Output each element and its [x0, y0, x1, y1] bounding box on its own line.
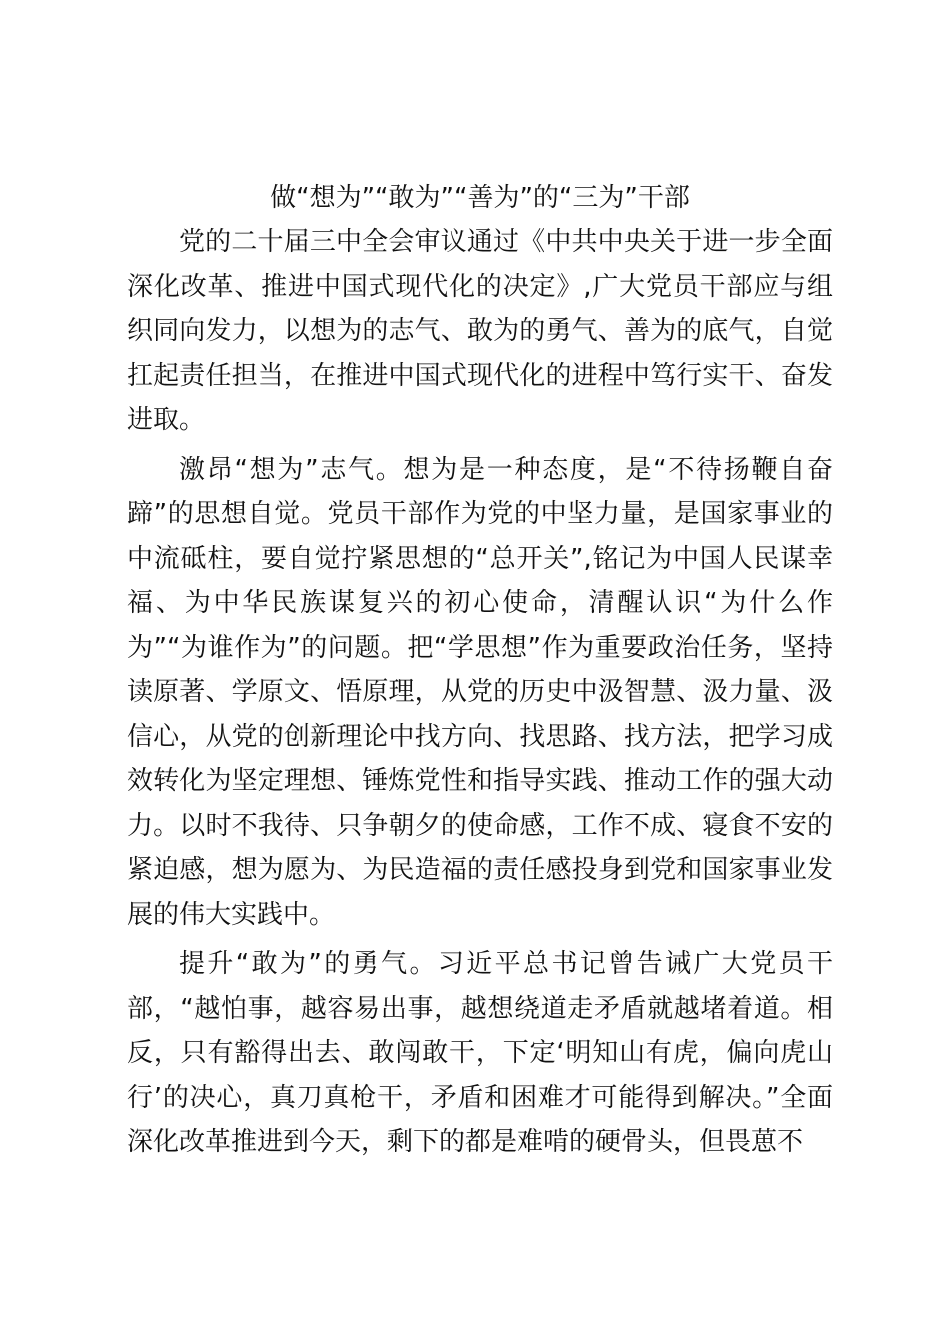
document-page [127, 176, 833, 1170]
paragraph-intro: 党的二十届三中全会审议通过《中共中央关于进一步全面深化改革、推进中国式现代化的决定》,广大党员干部应与组织同向发力，以想为的志气、敢为的勇气、善为的底气，自觉扛起责任担当，在推进中国式现代化的进程中笃行实干、奋发进取。 [127, 227, 833, 435]
paragraph-xiangwei: 激昂“想为”志气。想为是一种态度，是“不待扬鞭自奋蹄”的思想自觉。党员干部作为党的中坚力量，是国家事业的中流砥柱，要自觉拧紧思想的“总开关”,铭记为中国人民谋幸福、为中华民族谋复兴的初心使命，清醒认识“为什么作为”“为谁作为”的问题。把“学思想”作为重要政治任务，坚持读原著、学原文、悟原理，从党的历史中汲智慧、汲力量、汲信心，从党的创新理论中找方向、找思路、找方法，把学习成效转化为坚定理想、锤炼党性和指导实践、推动工作的强大动力。以时不我待、只争朝夕的使命感，工作不成、寝食不安的紧迫感，想为愿为、为民造福的责任感投身到党和国家事业发展的伟大实践中。 [127, 454, 833, 930]
document-title: 做“想为”“敢为”“善为”的“三为”干部 [270, 183, 690, 213]
paragraph-ganwei: 提升“敢为”的勇气。习近平总书记曾告诫广大党员干部，“越怕事，越容易出事，越想绕道走矛盾就越堵着道。相反，只有豁得出去、敢闯敢干，下定‘明知山有虎，偏向虎山行’的决心，真刀真枪干，矛盾和困难才可能得到解决。”全面深化改革推进到今天，剩下的都是难啃的硬骨头，但畏葸不 [127, 949, 833, 1157]
